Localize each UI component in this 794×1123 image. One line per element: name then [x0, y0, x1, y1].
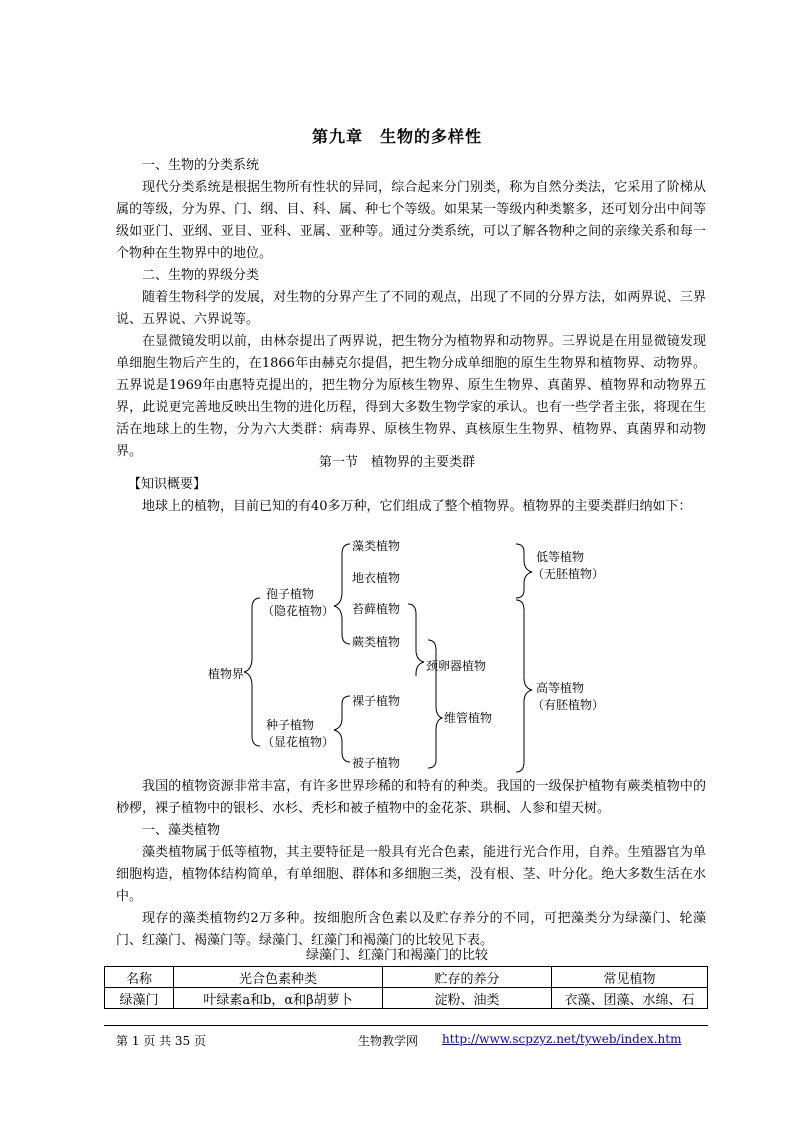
diagram-seed-plants-alt: （显花植物） [262, 735, 335, 749]
table-row [105, 988, 708, 1009]
knowledge-heading: 【知识概要】 [128, 477, 207, 492]
diagram-lichen: 地衣植物 [352, 571, 401, 585]
paragraph-plant-intro: 地球上的植物，目前已知的有40多万种，它们组成了整个植物界。植物界的主要类群归纳如下： [142, 499, 692, 514]
paragraph-kingdoms-intro: 随着生物科学的发展，对生物的分界产生了不同的观点，出现了不同的分界方法，如两界说、三界说、五界说、六界说等。 [116, 290, 706, 327]
table-cell: 淀粉、油类 [383, 988, 552, 1009]
diagram-angio: 被子植物 [352, 756, 401, 770]
diagram-seed-plants: 种子植物 [266, 718, 315, 732]
diagram-gymno: 裸子植物 [352, 694, 401, 708]
table-header-cell: 贮存的养分 [383, 967, 552, 988]
diagram-archegoniate: 颈卵器植物 [426, 659, 487, 673]
diagram-spore-plants: 孢子植物 [266, 587, 315, 601]
table-cell: 叶绿素a和b，α和β胡萝卜 [174, 988, 383, 1009]
diagram-spore-plants-alt: （隐花植物） [262, 604, 335, 618]
diagram-lower: 低等植物 [536, 550, 585, 564]
brace-spore [334, 544, 350, 644]
section-heading-kingdoms: 二、生物的界级分类 [142, 268, 260, 283]
table-caption: 绿藻门、红藻门和褐藻门的比较 [305, 948, 488, 963]
paragraph-classification: 现代分类系统是根据生物所有性状的异同，综合起来分门别类，称为自然分类法，它采用了阶梯从属的等级，分为界、门、纲、目、科、属、种七个等级。如果某一等级内种类繁多，还可划分出中间等级如亚门、亚纲、亚目、亚科、亚属、亚种等。通过分类系统，可以了解各物种之间的亲缘关系和每一个物种在生物界中的地位。 [116, 180, 706, 261]
diagram-fern: 蕨类植物 [352, 635, 401, 649]
chapter-title: 第九章 生物的多样性 [311, 127, 482, 146]
table-cell: 绿藻门 [105, 988, 174, 1009]
brace-seed [334, 696, 350, 762]
diagram-vascular: 维管植物 [444, 711, 493, 725]
plant-kingdom-diagram [190, 530, 630, 775]
brace-root [244, 598, 260, 746]
section-title-plant-groups: 第一节 植物界的主要类群 [318, 455, 475, 470]
algae-comparison-table [104, 966, 708, 1009]
footer-url-link[interactable]: http://www.scpzyz.net/tyweb/index.htm [442, 1032, 682, 1046]
paragraph-algae-groups: 现存的藻类植物约2万多种。按细胞所含色素以及贮存养分的不同，可把藻类分为绿藻门、轮藻门、红藻门、褐藻门等。绿藻门、红藻门和褐藻门的比较见下表。 [116, 911, 706, 948]
diagram-higher-alt: （有胚植物） [532, 698, 605, 712]
table-header-cell: 名称 [105, 967, 174, 988]
table-header-cell: 常见植物 [552, 967, 708, 988]
footer-divider [104, 1025, 708, 1026]
table-cell: 衣藻、团藻、水绵、石 [552, 988, 708, 1009]
section-heading-algae: 一、藻类植物 [142, 823, 221, 838]
footer-page-info: 第 1 页 共 35 页 [116, 1034, 206, 1048]
brace-archegoniate [408, 604, 424, 676]
diagram-higher: 高等植物 [536, 681, 585, 695]
diagram-moss: 苔藓植物 [352, 602, 401, 616]
section-heading-classification: 一、生物的分类系统 [142, 158, 260, 173]
diagram-root: 植物界 [208, 667, 245, 681]
table-header-row [105, 967, 708, 988]
brace-higher [516, 600, 532, 772]
diagram-algae: 藻类植物 [352, 539, 401, 553]
paragraph-resources: 我国的植物资源非常丰富，有许多世界珍稀的和特有的种类。我国的一级保护植物有蕨类植物中的桫椤，裸子植物中的银杉、水杉、秃杉和被子植物中的金花茶、珙桐、人参和望天树。 [116, 779, 706, 816]
table-header-cell: 光合色素种类 [174, 967, 383, 988]
brace-lower [516, 544, 532, 598]
paragraph-algae-features: 藻类植物属于低等植物，其主要特征是一般具有光合色素，能进行光合作用，自养。生殖器官为单细胞构造，植物体结构简单，有单细胞、群体和多细胞三类，没有根、茎、叶分化。绝大多数生活在水中。 [116, 845, 706, 904]
footer-site-name: 生物教学网 [358, 1034, 419, 1048]
diagram-lower-alt: （无胚植物） [532, 567, 605, 581]
paragraph-kingdoms-detail: 在显微镜发明以前，由林奈提出了两界说，把生物分为植物界和动物界。三界说是在用显微镜发现单细胞生物后产生的，在1866年由赫克尔提倡，把生物分成单细胞的原生生物界和植物界、动物界。五界说是1969年由惠特克提出的，把生物分为原核生物界、原生生物界、真菌界、植物界和动物界五界，此说更完善地反映出生物的进化历程，得到大多数生物学家的承认。也有一些学者主张，将现在生活在地球上的生物，分为六大类群：病毒界、原核生物界、真核原生生物界、植物界、真菌界和动物界。 [116, 334, 706, 459]
